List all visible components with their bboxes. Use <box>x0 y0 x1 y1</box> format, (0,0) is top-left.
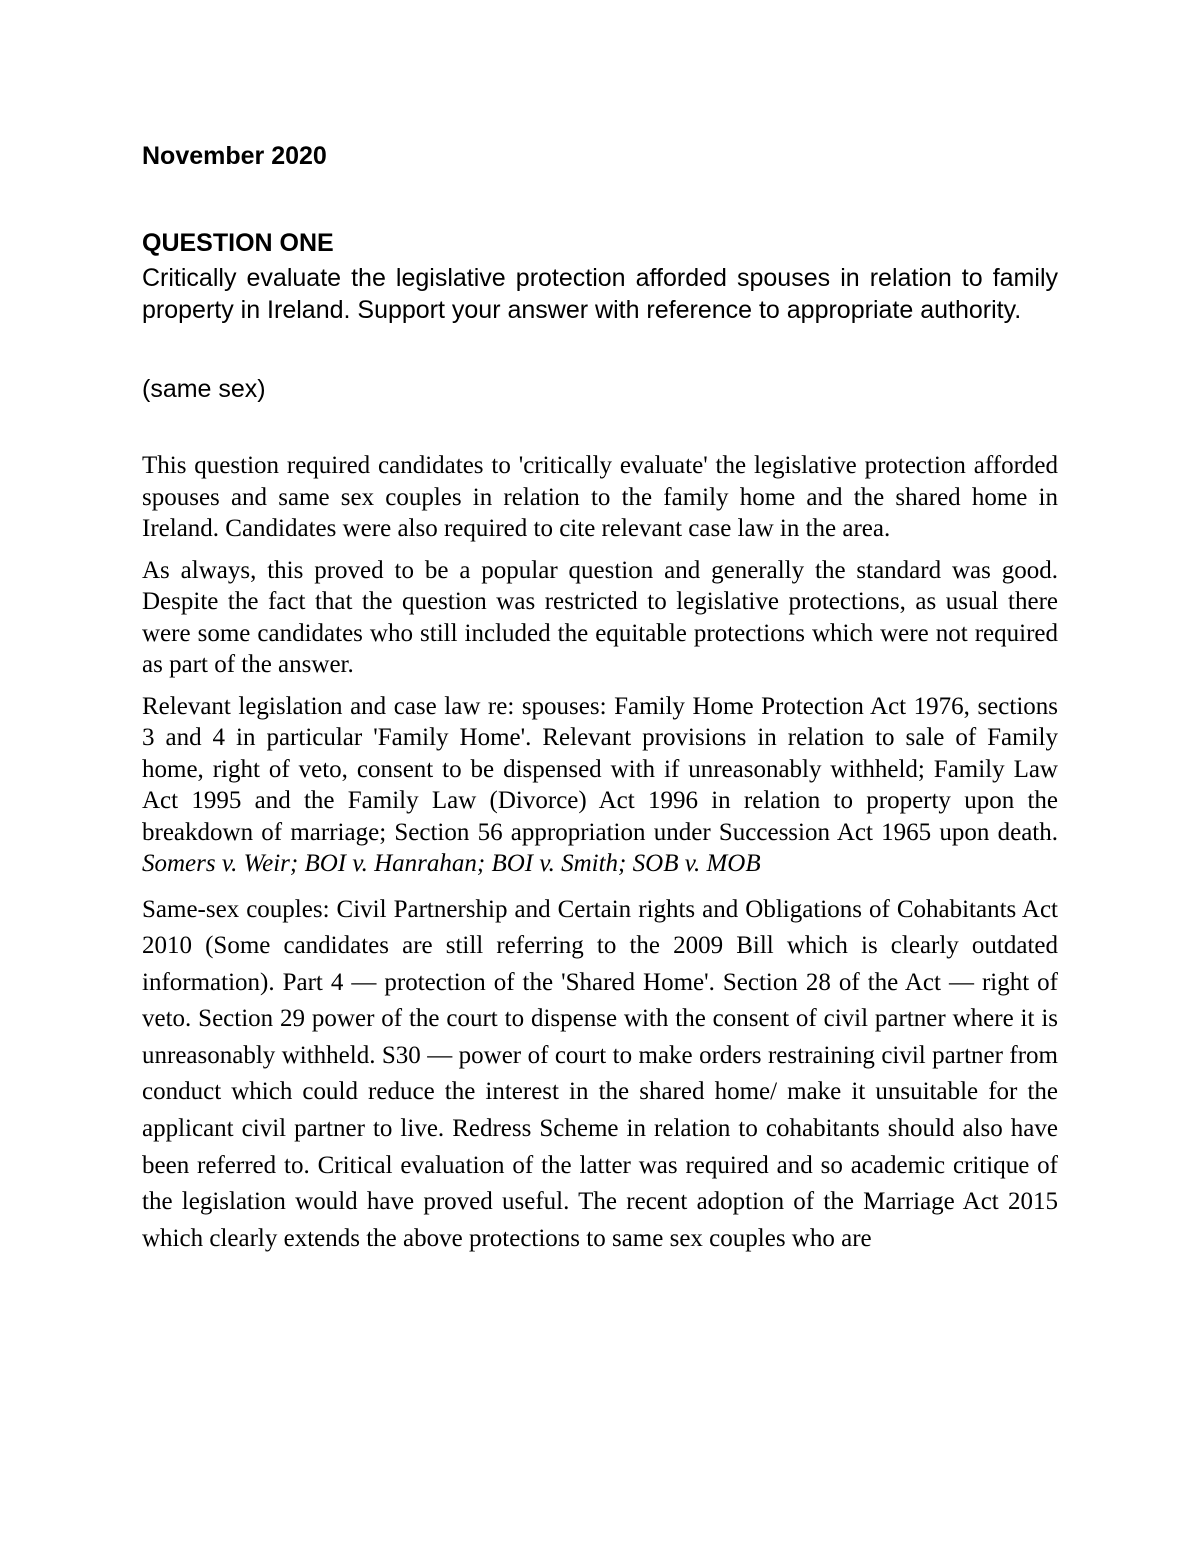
question-title: QUESTION ONE <box>142 229 334 257</box>
paragraph-standard: As always, this proved to be a popular question and generally the standard was good. Despite the fact that the question was restricted to legislative protections, as usual there were some candidates who still included the equitable protections which were not required as part of the answer. <box>142 556 1058 678</box>
question-note: (same sex) <box>142 375 266 403</box>
document-page <box>142 138 1058 1257</box>
paragraph-overview: This question required candidates to 'critically evaluate' the legislative protection afforded spouses and same sex couples in relation to the family home and the shared home in Ireland. Candidates were also required to cite relevant case law in the area. <box>142 452 1058 542</box>
question-text: Critically evaluate the legislative protection afforded spouses in relation to family property in Ireland. Support your answer with reference to appropriate authority. <box>142 264 1058 324</box>
paragraph-spouses-text: Relevant legislation and case law re: spouses: Family Home Protection Act 1976, sections 3 and 4 in particular 'Family Home'. Relevant provisions in relation to sale of Family home, right of veto, consent to be dispensed with if unreasonably withheld; Family Law Act 1995 and the Family Law (Divorce) Act 1996 in relation to property upon the breakdown of marriage; Section 56 appropriation under Succession Act 1965 upon death. <box>142 692 1058 846</box>
paragraph-spouses <box>142 691 1058 880</box>
paragraph-same-sex-couples: Same-sex couples: Civil Partnership and Certain rights and Obligations of Cohabitants Act 2010 (Some candidates are still referring to the 2009 Bill which is clearly outdated information). Part 4 — protection of the 'Shared Home'. Section 28 of the Act — right of veto. Section 29 power of the court to dispense with the consent of civil partner where it is unreasonably withheld. S30 — power of court to make orders restraining civil partner from conduct which could reduce the interest in the shared home/ make it unsuitable for the applicant civil partner to live. Redress Scheme in relation to cohabitants should also have been referred to. Critical evaluation of the latter was required and so academic critique of the legislation would have proved useful. The recent adoption of the Marriage Act 2015 which clearly extends the above protections to same sex couples who are <box>142 895 1058 1252</box>
document-date: November 2020 <box>142 142 327 170</box>
case-citations: Somers v. Weir; BOI v. Hanrahan; BOI v. Smith; SOB v. MOB <box>142 850 761 877</box>
